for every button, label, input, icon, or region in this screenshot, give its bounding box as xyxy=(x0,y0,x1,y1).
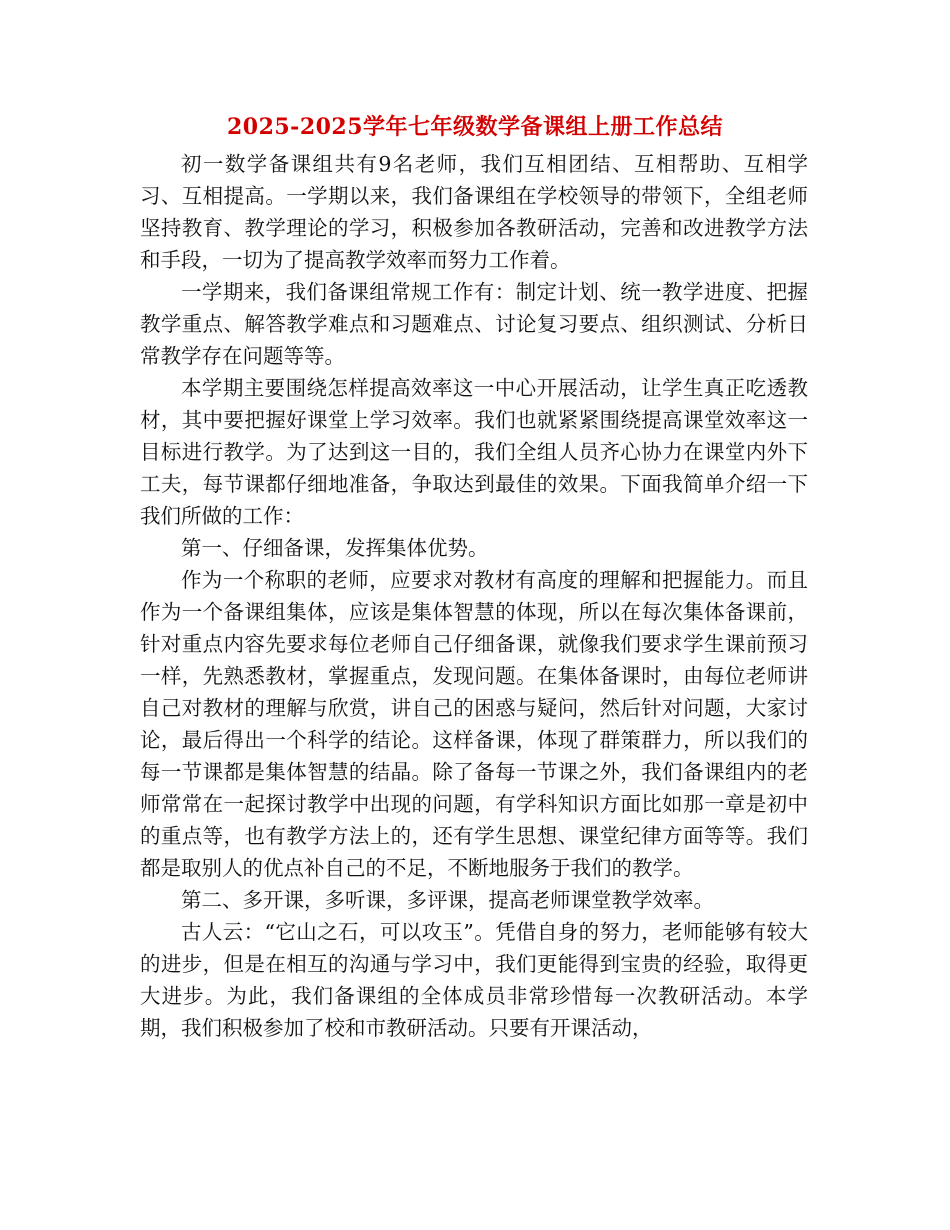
paragraph-2: 一学期来，我们备课组常规工作有：制定计划、统一教学进度、把握教学重点、解答教学难点和习题难点、讨论复习要点、组织测试、分析日常教学存在问题等等。 xyxy=(140,280,808,368)
document-title: 2025-2025学年七年级数学备课组上册工作总结 xyxy=(226,114,724,140)
paragraph-1: 初一数学备课组共有9名老师，我们互相团结、互相帮助、互相学习、互相提高。一学期以来，我们备课组在学校领导的带领下，全组老师坚持教育、教学理论的学习，积极参加各教研活动，完善和改进教学方法和手段，一切为了提高教学效率而努力工作着。 xyxy=(140,152,808,272)
paragraph-3: 本学期主要围绕怎样提高效率这一中心开展活动，让学生真正吃透教材，其中要把握好课堂上学习效率。我们也就紧紧围绕提高课堂效率这一目标进行教学。为了达到这一目的，我们全组人员齐心协力在课堂内外下工夫，每节课都仔细地准备，争取达到最佳的效果。下面我简单介绍一下我们所做的工作： xyxy=(140,376,808,528)
paragraph-4: 作为一个称职的老师，应要求对教材有高度的理解和把握能力。而且作为一个备课组集体，应该是集体智慧的体现，所以在每次集体备课前，针对重点内容先要求每位老师自己仔细备课，就像我们要求学生课前预习一样，先熟悉教材，掌握重点，发现问题。在集体备课时，由每位老师讲自己对教材的理解与欣赏，讲自己的困惑与疑问，然后针对问题，大家讨论，最后得出一个科学的结论。这样备课，体现了群策群力，所以我们的每一节课都是集体智慧的结晶。除了备每一节课之外，我们备课组内的老师常常在一起探讨教学中出现的问题，有学科知识方面比如那一章是初中的重点等，也有教学方法上的，还有学生思想、课堂纪律方面等等。我们都是取别人的优点补自己的不足，不断地服务于我们的教学。 xyxy=(140,568,808,880)
document-body xyxy=(140,148,808,1044)
section-heading-1: 第一、仔细备课，发挥集体优势。 xyxy=(181,536,489,560)
section-heading-2: 第二、多开课，多听课，多评课，提高老师课堂教学效率。 xyxy=(181,888,714,912)
paragraph-5: 古人云：“它山之石，可以攻玉”。凭借自身的努力，老师能够有较大的进步，但是在相互的沟通与学习中，我们更能得到宝贵的经验，取得更大进步。为此，我们备课组的全体成员非常珍惜每一次教研活动。本学期，我们积极参加了校和市教研活动。只要有开课活动， xyxy=(140,920,808,1040)
